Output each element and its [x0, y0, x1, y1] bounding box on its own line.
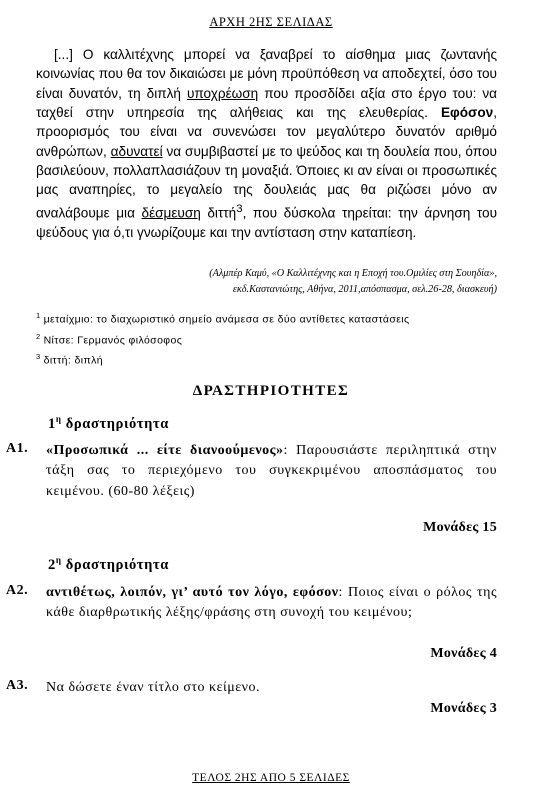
question-keyphrase: «Προσωπικά ... είτε διανοούμενος» — [46, 443, 284, 458]
passage-text: [...] Ο καλλιτέχνης μπορεί να ξαναβρεί το αίσθημα μιας ζωντανής κοινωνίας που θα τον δικαιώσει με μόνη προϋπόθεση να αποδεχτεί, όσο του είναι δυνατόν, τη διπλή — [36, 47, 497, 101]
footnote-ref: 3 — [236, 202, 243, 215]
question-a1 — [6, 441, 497, 502]
passage-text: , προορισμός του είναι να συνενώσει τον μεγαλύτερο δυνατόν αριθμό ανθρώπων, — [36, 105, 497, 159]
footnote — [36, 311, 410, 326]
marks-label: Μονάδες 3 — [430, 701, 497, 716]
question-keyphrase: αντιθέτως, λοιπόν, γι’ αυτό τον λόγο, εφόσον — [46, 585, 339, 600]
marks-label: Μονάδες 15 — [423, 520, 497, 535]
marks-label: Μονάδες 4 — [430, 646, 497, 661]
citation-line: εκδ.Καστανιώτης, Αθήνα, 2011,απόσπασμα, σελ.26-28, διασκευή) — [232, 284, 497, 295]
page-header: ΑΡΧΗ 2ΗΣ ΣΕΛΙΔΑΣ — [209, 15, 333, 29]
question-number: Α3. — [6, 678, 29, 693]
text-passage — [36, 45, 497, 242]
footnote-number: 2 — [36, 332, 41, 341]
page-footer: ΤΕΛΟΣ 2ΗΣ ΑΠΟ 5 ΣΕΛΙΔΕΣ — [192, 772, 350, 784]
section-title: ΔΡΑΣΤΗΡΙΟΤΗΤΕΣ — [192, 383, 350, 399]
question-a3 — [6, 678, 497, 698]
citation — [150, 266, 497, 298]
question-number: Α1. — [6, 441, 29, 456]
question-a2 — [6, 583, 497, 624]
passage-text: διττή — [200, 205, 237, 221]
citation-line: (Αλμπέρ Καμύ, «Ο Καλλιτέχνης και η Εποχή του.Ομιλίες στη Σουηδία», — [209, 268, 497, 279]
footnote — [36, 352, 103, 367]
footnote-number: 3 — [36, 352, 41, 361]
underlined-word: υποχρέωση — [186, 85, 259, 101]
passage-text: να συμβιβαστεί με το ψεύδος και τη δουλεία που, όπου βασιλεύουν, πολλαπλασιάζουν τη μοναξιά. Όποιες κι αν είναι οι προσωπικές μας αναπηρίες, το μεγαλείο της δουλειάς μας θα ριζώσει μόνο αν αναλάβουμε μια — [36, 143, 497, 221]
question-text: : Ποιος είναι ο ρόλος της κάθε διαρθρωτικής λέξης/φράσης στη συνοχή του κειμένου; — [46, 585, 498, 621]
question-text: Να δώσετε έναν τίτλο στο κείμενο. — [46, 680, 260, 695]
passage-text: , που δύσκολα τηρείται: την άρνηση του ψεύδους για ό,τι γνωρίζουμε και την αντίσταση στην καταπίεση. — [36, 205, 498, 240]
activity-title: $2^\eta$ δραστηριότητα — [48, 555, 169, 573]
footnote-text: μεταίχμιο: το διαχωριστικό σημείο ανάμεσα σε δύο αντίθετες καταστάσεις — [43, 313, 410, 326]
underlined-word: αδυνατεί — [110, 143, 163, 159]
footnote — [36, 332, 182, 347]
underlined-word: δέσμευση — [141, 205, 201, 221]
bold-word: Εφόσον — [440, 105, 494, 121]
question-text: : Παρουσιάστε περιληπτικά στην τάξη σας το περιεχόμενο του συγκεκριμένου αποσπάσματος του κειμένου. (60-80 λέξεις) — [46, 443, 497, 499]
footnote-number: 1 — [36, 311, 41, 320]
question-number: Α2. — [6, 583, 29, 598]
activity-title: $1^\eta$ δραστηριότητα — [48, 414, 169, 432]
footnote-text: διττή: διπλή — [43, 354, 104, 367]
footnote-text: Νίτσε: Γερμανός φιλόσοφος — [43, 334, 183, 347]
passage-text: που προσδίδει αξία στο έργο του: να ταχθεί στην υπηρεσία της αλήθειας και της ελευθερίας. — [36, 85, 498, 121]
